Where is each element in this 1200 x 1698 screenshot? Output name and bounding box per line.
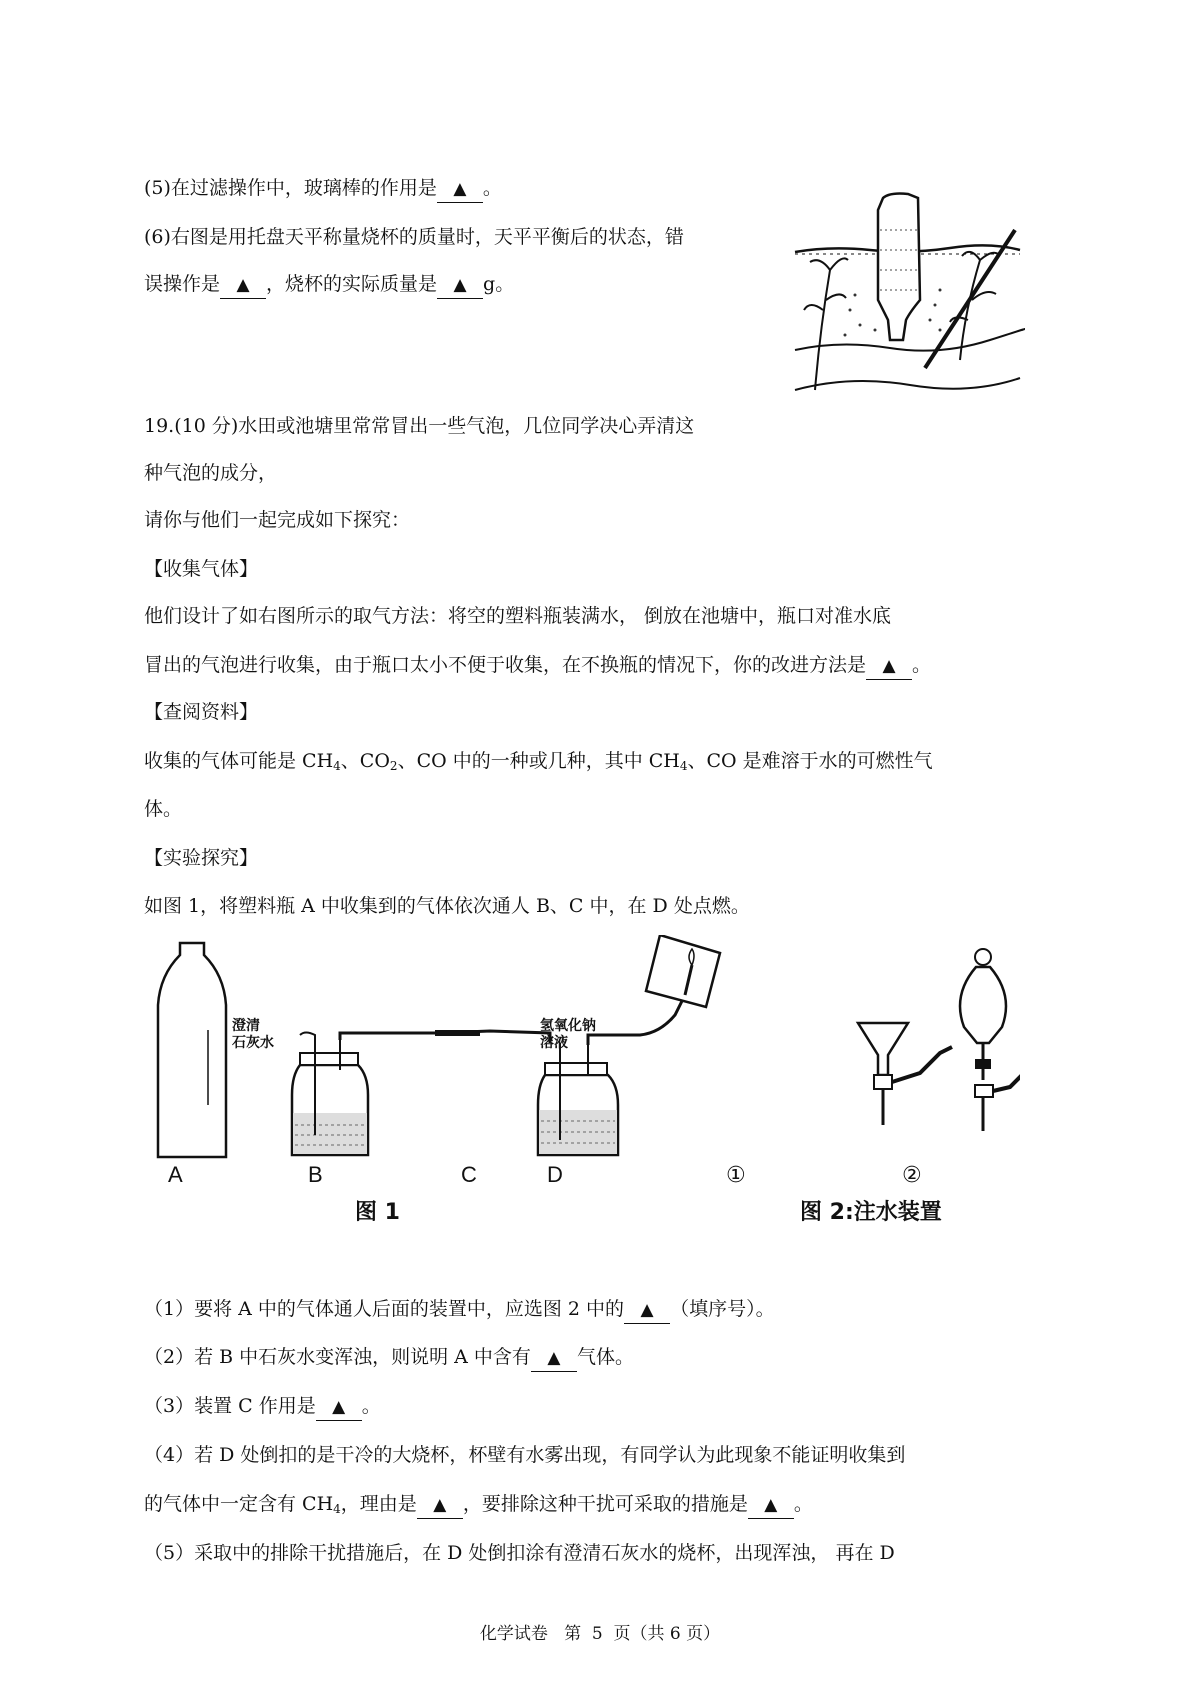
- subquestion-3: （3）装置 C 作用是 ▲ 。: [144, 1393, 381, 1421]
- collect-line1: 他们设计了如右图所示的取气方法：将空的塑料瓶装满水， 倒放在池塘中，瓶口对准水底: [144, 605, 892, 627]
- page-footer: 化学试卷 第 5 页（共 6 页）: [479, 1624, 721, 1644]
- reagent-label-b: 澄清 石灰水: [232, 1018, 274, 1051]
- question-18-5: (5)在过滤操作中，玻璃棒的作用是 ▲ 。: [144, 175, 502, 203]
- subquestion-4-line2: 的气体中一定含有 $CH_4$，理由是 ▲ ，要排除这种干扰可采取的措施是 ▲ 。: [144, 1491, 813, 1519]
- answer-blank[interactable]: ▲: [316, 1393, 362, 1421]
- figure-caption-2: 图 2:注水装置: [800, 1200, 942, 1225]
- label-option-2: ②: [902, 1162, 922, 1187]
- answer-blank[interactable]: ▲: [866, 652, 912, 680]
- label-d: D: [547, 1162, 563, 1187]
- collect-line2: 冒出的气泡进行收集，由于瓶口太小不便于收集，在不换瓶的情况下，你的改进方法是 ▲ 。: [144, 652, 931, 680]
- answer-blank[interactable]: ▲: [748, 1491, 794, 1519]
- question-18-6-line2: 误操作是 ▲ ，烧杯的实际质量是 ▲ g。: [144, 271, 514, 299]
- info-line2: 体。: [144, 798, 183, 820]
- answer-blank[interactable]: ▲: [220, 271, 266, 299]
- label-b: B: [308, 1162, 323, 1187]
- section-heading-experiment: 【实验探究】: [144, 847, 259, 869]
- info-line1: 收集的气体可能是 $CH_4$、$CO_2$、CO 中的一种或几种，其中 $CH_4$、CO 是难溶于水的可燃性气: [144, 750, 933, 773]
- subquestion-5: （5）采取中的排除干扰措施后，在 D 处倒扣涂有澄清石灰水的烧杯，出现浑浊， 再在 D: [144, 1542, 895, 1564]
- experiment-line1: 如图 1，将塑料瓶 A 中收集到的气体依次通人 B、C 中，在 D 处点燃。: [144, 895, 750, 917]
- section-heading-collect: 【收集气体】: [144, 558, 259, 580]
- question-19-intro-line1: 19.(10 分)水田或池塘里常常冒出一些气泡，几位同学决心弄清这: [144, 415, 695, 437]
- question-19-intro-line2: 种气泡的成分，: [144, 462, 278, 484]
- label-option-1: ①: [726, 1162, 746, 1187]
- reagent-label-c: 氢氧化钠 溶液: [540, 1018, 596, 1051]
- answer-blank[interactable]: ▲: [417, 1491, 463, 1519]
- pond-bottle-illustration: [790, 190, 1025, 400]
- label-c: C: [461, 1162, 477, 1187]
- section-heading-info: 【查阅资料】: [144, 701, 259, 723]
- label-a: A: [168, 1162, 183, 1187]
- answer-blank[interactable]: ▲: [437, 175, 483, 203]
- subquestion-4-line1: （4）若 D 处倒扣的是干冷的大烧杯，杯壁有水雾出现，有同学认为此现象不能证明收集到: [144, 1444, 906, 1466]
- question-19-intro-line3: 请你与他们一起完成如下探究：: [144, 509, 411, 531]
- answer-blank[interactable]: ▲: [531, 1344, 577, 1372]
- figure-caption-1: 图 1: [355, 1200, 400, 1225]
- subquestion-2: （2）若 B 中石灰水变浑浊，则说明 A 中含有 ▲ 气体。: [144, 1344, 634, 1372]
- answer-blank[interactable]: ▲: [624, 1296, 670, 1324]
- subquestion-1: （1）要将 A 中的气体通人后面的装置中，应选图 2 中的 ▲ （填序号）。: [144, 1296, 775, 1324]
- question-18-6-line1: (6)右图是用托盘天平称量烧杯的质量时，天平平衡后的状态，错: [144, 226, 684, 248]
- answer-blank[interactable]: ▲: [437, 271, 483, 299]
